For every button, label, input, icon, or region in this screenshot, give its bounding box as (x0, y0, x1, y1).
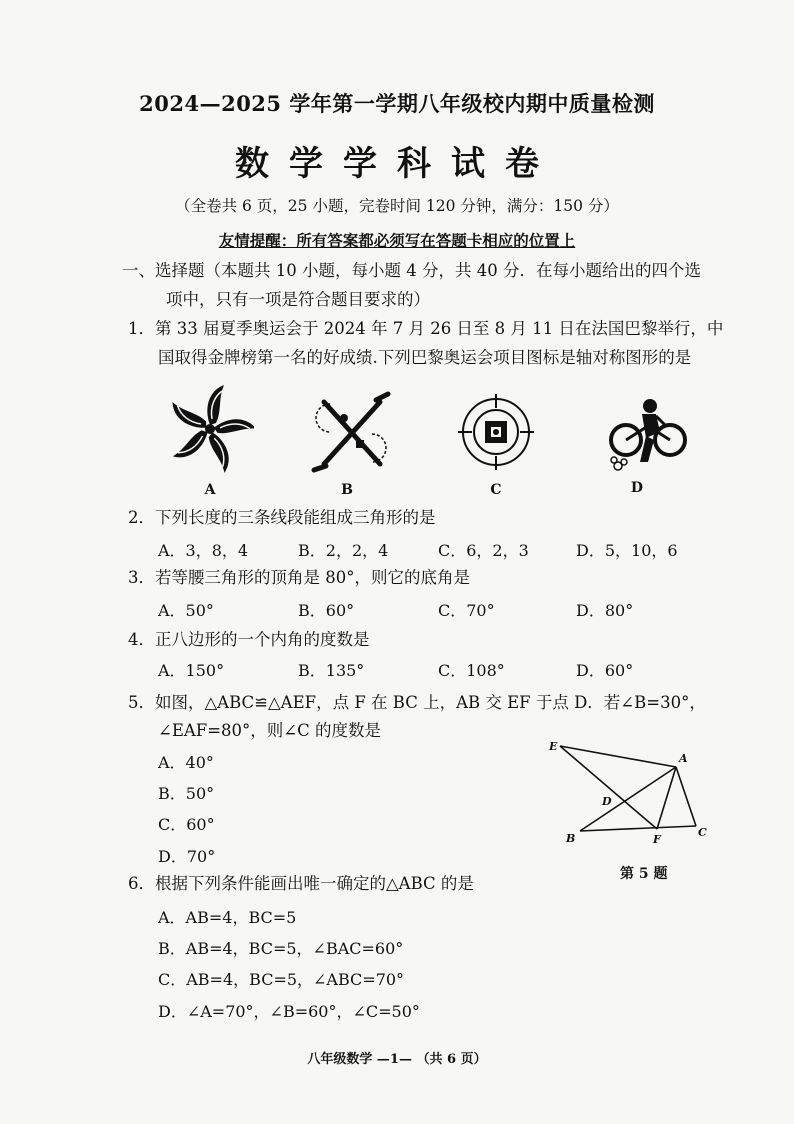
reminder-text: 友情提醒：所有答案都必须写在答题卡相应的位置上 (218, 231, 576, 250)
q5-line2: ∠EAF=80°，则∠C 的度数是 (158, 721, 381, 740)
page-footer: 八年级数学 —1— （共 6 页） (307, 1052, 487, 1067)
segment-ab (580, 767, 676, 831)
section-heading-line2: 项中，只有一项是符合题目要求的） (166, 290, 430, 309)
q5-figure-caption: 第 5 题 (620, 866, 668, 882)
q5-option-c: C．60° (158, 815, 215, 834)
q5-option-b: B．50° (158, 784, 215, 803)
pinwheel-icon (166, 380, 254, 478)
q5-option-a: A．40° (158, 753, 214, 772)
exam-info: （全卷共 6 页，25 小题，完卷时间 120 分钟，满分：150 分） (175, 197, 619, 215)
icon-label-a: A (204, 482, 216, 498)
hockey-icon (310, 390, 392, 474)
q6-stem: 6．根据下列条件能画出唯一确定的△ABC 的是 (128, 874, 474, 893)
q6-option-a: A．AB=4，BC=5 (158, 908, 297, 927)
segment-bc (580, 826, 696, 831)
subject-title: 数学学科试卷 (235, 144, 559, 184)
q2-option-c: C．6，2，3 (438, 541, 529, 560)
q5-line1: 5．如图，△ABC≌△AEF，点 F 在 BC 上，AB 交 EF 于点 D．若∠B=30°， (128, 693, 706, 712)
point-label-b: B (566, 832, 576, 845)
q4-option-a: A．150° (158, 661, 225, 680)
q5-option-d: D．70° (158, 847, 216, 866)
point-label-d: D (602, 795, 612, 808)
q1-line2: 国取得金牌榜第一名的好成绩.下列巴黎奥运会项目图标是轴对称图形的是 (158, 348, 692, 367)
exam-title: 2024—2025 学年第一学期八年级校内期中质量检测 (139, 91, 655, 116)
q2-option-d: D．5，10，6 (576, 541, 678, 560)
q3-option-d: D．80° (576, 601, 634, 620)
point-label-c: C (698, 826, 707, 839)
q2-option-a: A．3，8，4 (158, 541, 249, 560)
target-icon (456, 392, 536, 472)
icon-label-c: C (490, 482, 502, 498)
q6-option-b: B．AB=4，BC=5，∠BAC=60° (158, 939, 404, 958)
segment-ea (560, 746, 676, 767)
segment-af (657, 767, 676, 829)
q4-option-b: B．135° (298, 661, 365, 680)
cyclist-icon (606, 396, 690, 476)
q4-stem: 4．正八边形的一个内角的度数是 (128, 630, 370, 649)
point-label-a: A (679, 752, 688, 765)
q3-option-b: B．60° (298, 601, 355, 620)
segment-ac (676, 767, 696, 826)
icon-label-b: B (341, 482, 353, 498)
q3-option-a: A．50° (158, 601, 214, 620)
q4-option-d: D．60° (576, 661, 634, 680)
icon-label-d: D (630, 480, 644, 496)
point-label-f: F (653, 833, 661, 846)
q6-option-d: D．∠A=70°，∠B=60°，∠C=50° (158, 1002, 420, 1021)
q5-geometry-figure (540, 735, 720, 847)
segment-ef (560, 746, 657, 829)
q6-option-c: C．AB=4，BC=5，∠ABC=70° (158, 970, 405, 989)
point-label-e: E (549, 740, 558, 753)
q3-option-c: C．70° (438, 601, 495, 620)
q4-option-c: C．108° (438, 661, 505, 680)
q2-option-b: B．2，2，4 (298, 541, 389, 560)
q3-stem: 3．若等腰三角形的顶角是 80°，则它的底角是 (128, 568, 470, 587)
reminder-note (0, 229, 794, 251)
section-heading-line1: 一、选择题（本题共 10 小题，每小题 4 分，共 40 分．在每小题给出的四个选 (122, 261, 701, 280)
q2-stem: 2．下列长度的三条线段能组成三角形的是 (128, 508, 436, 527)
q1-line1: 1．第 33 届夏季奥运会于 2024 年 7 月 26 日至 8 月 11 日在法国巴黎举行，中 (128, 319, 724, 338)
